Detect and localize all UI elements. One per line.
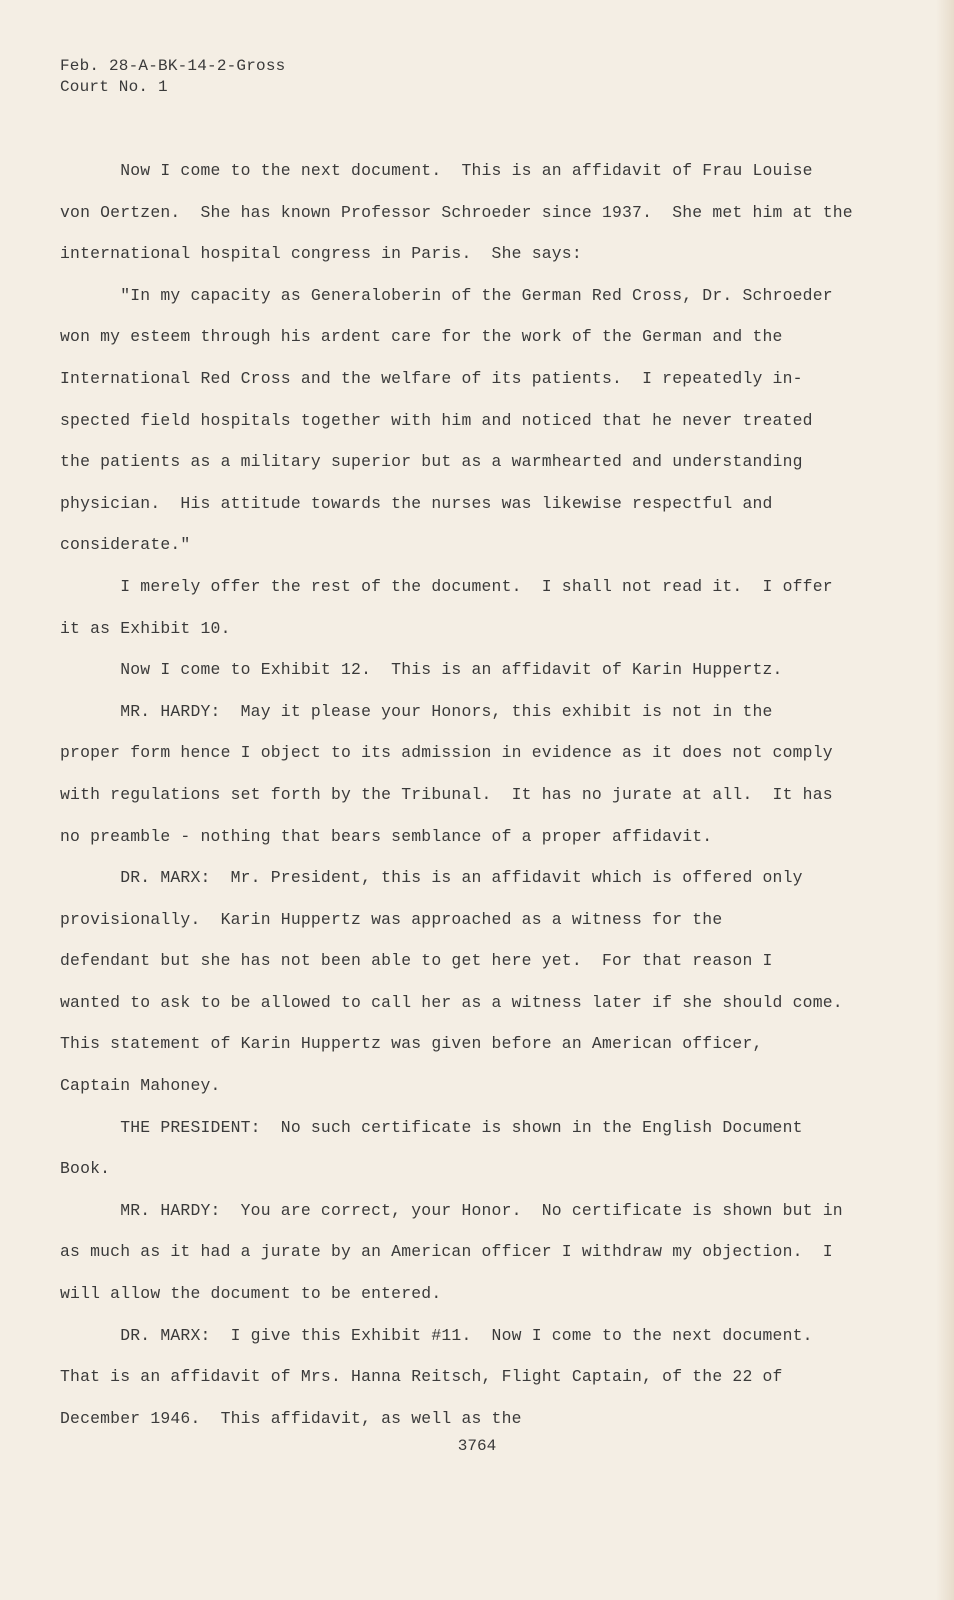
page-edge-shadow: [936, 0, 954, 1600]
text-line: physician. His attitude towards the nurses was likewise respectful and: [60, 493, 773, 513]
text-line: spected field hospitals together with him and noticed that he never treated: [60, 410, 813, 430]
text-line: Book.: [60, 1159, 111, 1179]
page-number: 3764: [457, 1437, 497, 1455]
document-body: [60, 150, 880, 1439]
text-line: von Oertzen. She has known Professor Schroeder since 1937. She met him at the: [60, 202, 853, 222]
text-line: won my esteem through his ardent care for the work of the German and the: [60, 327, 783, 347]
text-line: it as Exhibit 10.: [60, 618, 231, 638]
text-line: December 1946. This affidavit, as well as the: [60, 1408, 522, 1428]
text-line: That is an affidavit of Mrs. Hanna Reitsch, Flight Captain, of the 22 of: [60, 1367, 783, 1387]
text-line: defendant but she has not been able to get here yet. For that reason I: [60, 951, 773, 971]
text-line: international hospital congress in Paris. She says:: [60, 244, 582, 264]
text-line: considerate.": [60, 535, 191, 555]
document-header: [60, 56, 285, 98]
text-line: Now I come to Exhibit 12. This is an affidavit of Karin Huppertz.: [60, 660, 783, 680]
text-line: as much as it had a jurate by an American officer I withdraw my objection. I: [60, 1242, 833, 1262]
text-line: proper form hence I object to its admission in evidence as it does not comply: [60, 743, 833, 763]
text-line: "In my capacity as Generaloberin of the German Red Cross, Dr. Schroeder: [60, 285, 833, 305]
text-line: no preamble - nothing that bears semblance of a proper affidavit.: [60, 826, 713, 846]
text-line: DR. MARX: Mr. President, this is an affidavit which is offered only: [60, 868, 803, 888]
text-line: I merely offer the rest of the document. I shall not read it. I offer: [60, 576, 833, 596]
text-line: with regulations set forth by the Tribunal. It has no jurate at all. It has: [60, 784, 833, 804]
text-line: will allow the document to be entered.: [60, 1284, 442, 1304]
text-line: This statement of Karin Huppertz was given before an American officer,: [60, 1034, 763, 1054]
text-line: MR. HARDY: You are correct, your Honor. No certificate is shown but in: [60, 1200, 843, 1220]
header-court: Court No. 1: [60, 78, 168, 96]
text-line: International Red Cross and the welfare of its patients. I repeatedly in-: [60, 368, 803, 388]
text-line: Now I come to the next document. This is an affidavit of Frau Louise: [60, 161, 813, 180]
header-reference: Feb. 28-A-BK-14-2-Gross: [60, 57, 286, 75]
text-line: THE PRESIDENT: No such certificate is shown in the English Document: [60, 1117, 803, 1137]
text-line: wanted to ask to be allowed to call her as a witness later if she should come.: [60, 992, 843, 1012]
text-line: provisionally. Karin Huppertz was approached as a witness for the: [60, 909, 723, 929]
text-line: the patients as a military superior but as a warmhearted and understanding: [60, 452, 803, 472]
text-line: MR. HARDY: May it please your Honors, this exhibit is not in the: [60, 701, 773, 721]
text-line: DR. MARX: I give this Exhibit #11. Now I come to the next document.: [60, 1325, 813, 1345]
text-line: Captain Mahoney.: [60, 1076, 221, 1096]
